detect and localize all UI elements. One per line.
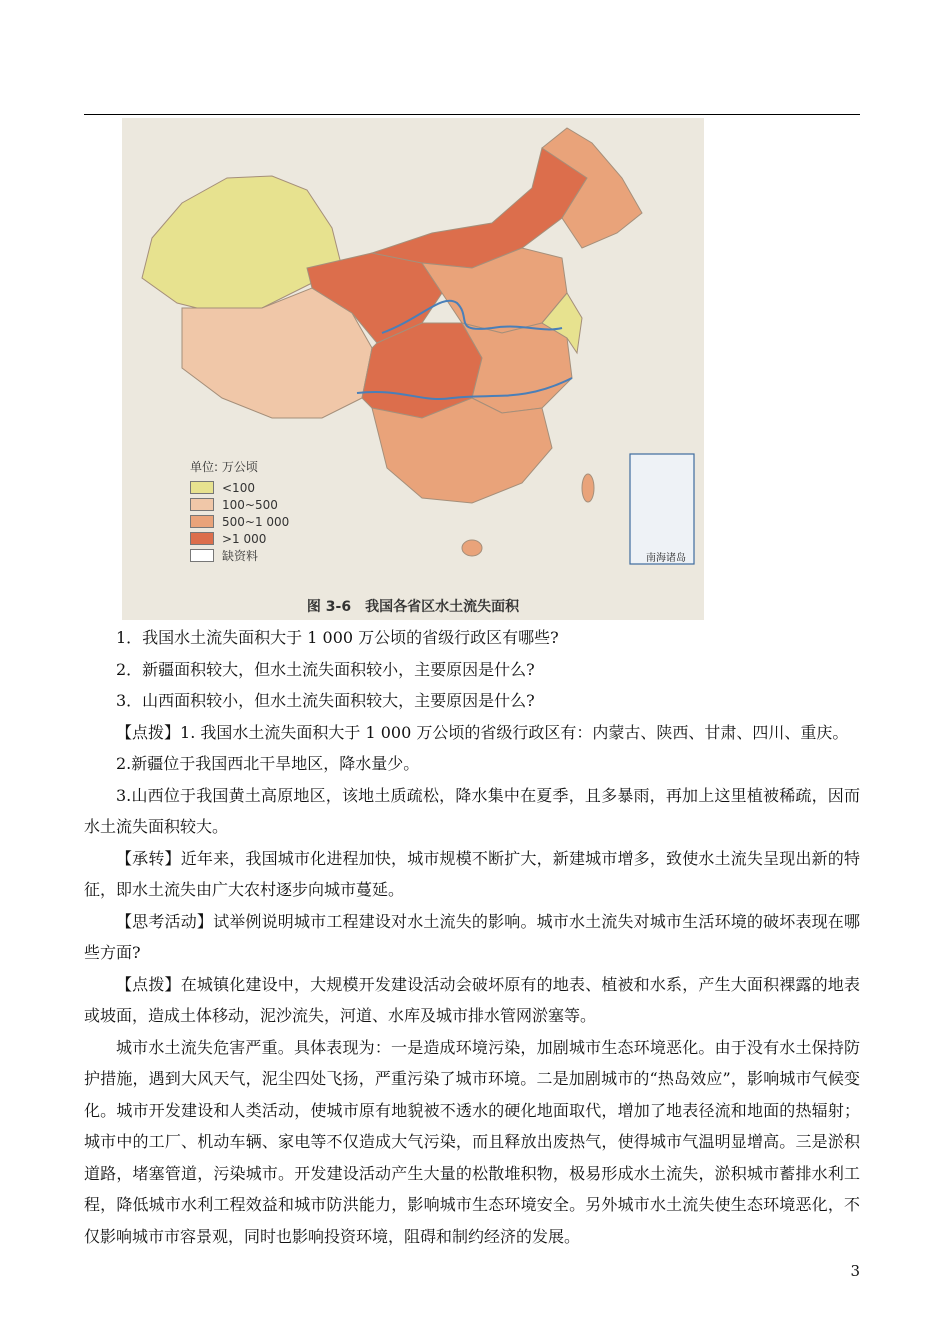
paragraph-text: 近年来，我国城市化进程加快，城市规模不断扩大，新建城市增多，致使水土流失呈现出新的特征，即水土流失由广大农村逐步向城市蔓延。 [84,848,860,899]
legend-swatch [190,532,214,545]
legend-item [190,530,289,547]
paragraph-text: 2.新疆位于我国西北干旱地区，降水量少。 [116,754,420,773]
paragraph-text: 1. 我国水土流失面积大于 1 000 万公顷的省级行政区有：内蒙古、陕西、甘肃、四川、重庆。 [180,722,849,742]
legend-item [190,513,289,530]
question: 2．新疆面积较大，但水土流失面积较小，主要原因是什么? [116,659,535,679]
paragraph [84,969,860,1032]
paragraph [84,1032,860,1253]
paragraph-text: 在城镇化建设中，大规模开发建设活动会破坏原有的地表、植被和水系，产生大面积裸露的地表或坡面，造成土体移动，泥沙流失，河道、水库及城市排水管网淤塞等。 [84,974,860,1025]
soil-erosion-map-figure [122,118,704,620]
legend-title: 单位: 万公顷 [190,460,258,474]
paragraph-tag: 【点拨】 [116,722,181,742]
legend-item [190,479,289,496]
legend-label: 500~1 000 [222,514,290,529]
paragraph-tag: 【承转】 [116,848,181,868]
paragraph-text: 试举例说明城市工程建设对水土流失的影响。城市水土流失对城市生活环境的破坏表现在哪些方面? [84,911,860,962]
paragraph [84,906,860,969]
question: 3．山西面积较小，但水土流失面积较大，主要原因是什么? [116,691,535,710]
paragraph-text: 3.山西位于我国黄土高原地区，该地土质疏松，降水集中在夏季，且多暴雨，再加上这里植被稀疏，因而水土流失面积较大。 [84,785,860,836]
legend-label: 缺资料 [222,549,259,563]
paragraph [84,717,860,749]
header-rule [84,114,860,115]
legend-item [190,547,289,564]
legend-swatch [190,549,214,562]
question: 1．我国水土流失面积大于 1 000 万公顷的省级行政区有哪些? [116,628,559,647]
paragraph-tag: 【点拨】 [116,974,181,994]
region-taiwan [582,474,594,502]
legend-label: 100~500 [222,497,278,512]
legend-swatch [190,515,214,528]
paragraph [84,780,860,843]
legend-swatch [190,498,214,511]
legend-label: <100 [222,480,255,495]
body-text [84,622,860,1252]
paragraph [84,843,860,906]
region-south [372,398,552,503]
legend-label: >1 000 [222,531,267,546]
map-legend [190,458,289,564]
region-inner-mongolia [372,143,587,268]
south-china-sea-inset [630,454,694,564]
paragraph-text: 城市水土流失危害严重。具体表现为：一是造成环境污染，加剧城市生态环境恶化。由于没有水土保持防护措施，遇到大风天气，泥尘四处飞扬，严重污染了城市环境。二是加剧城市的“热岛效应”，影响城市气候变化。城市开发建设和人类活动，使城市原有地貌被不透水的硬化地面取代，增加了地表径流和地面的热辐射；城市中的工厂、机动车辆、家电等不仅造成大气污染，而且释放出废热气，使得城市气温明显增高。三是淤积道路，堵塞管道，污染城市。开发建设活动产生大量的松散堆积物，极易形成水土流失，淤积城市蓄排水利工程，降低城市水利工程效益和城市防洪能力，影响城市生态环境安全。另外城市水土流失使生态环境恶化，不仅影响城市市容景观，同时也影响投资环境，阻碍和制约经济的发展。 [84,1037,860,1246]
paragraph-tag: 【思考活动】 [116,911,214,931]
legend-item [190,496,289,513]
paragraph [84,748,860,780]
region-hainan [462,540,482,556]
page-number: 3 [850,1262,860,1280]
figure-caption: 图 3-6 我国各省区水土流失面积 [306,599,520,615]
legend-swatch [190,481,214,494]
inset-label: 南海诸岛 [646,553,686,564]
